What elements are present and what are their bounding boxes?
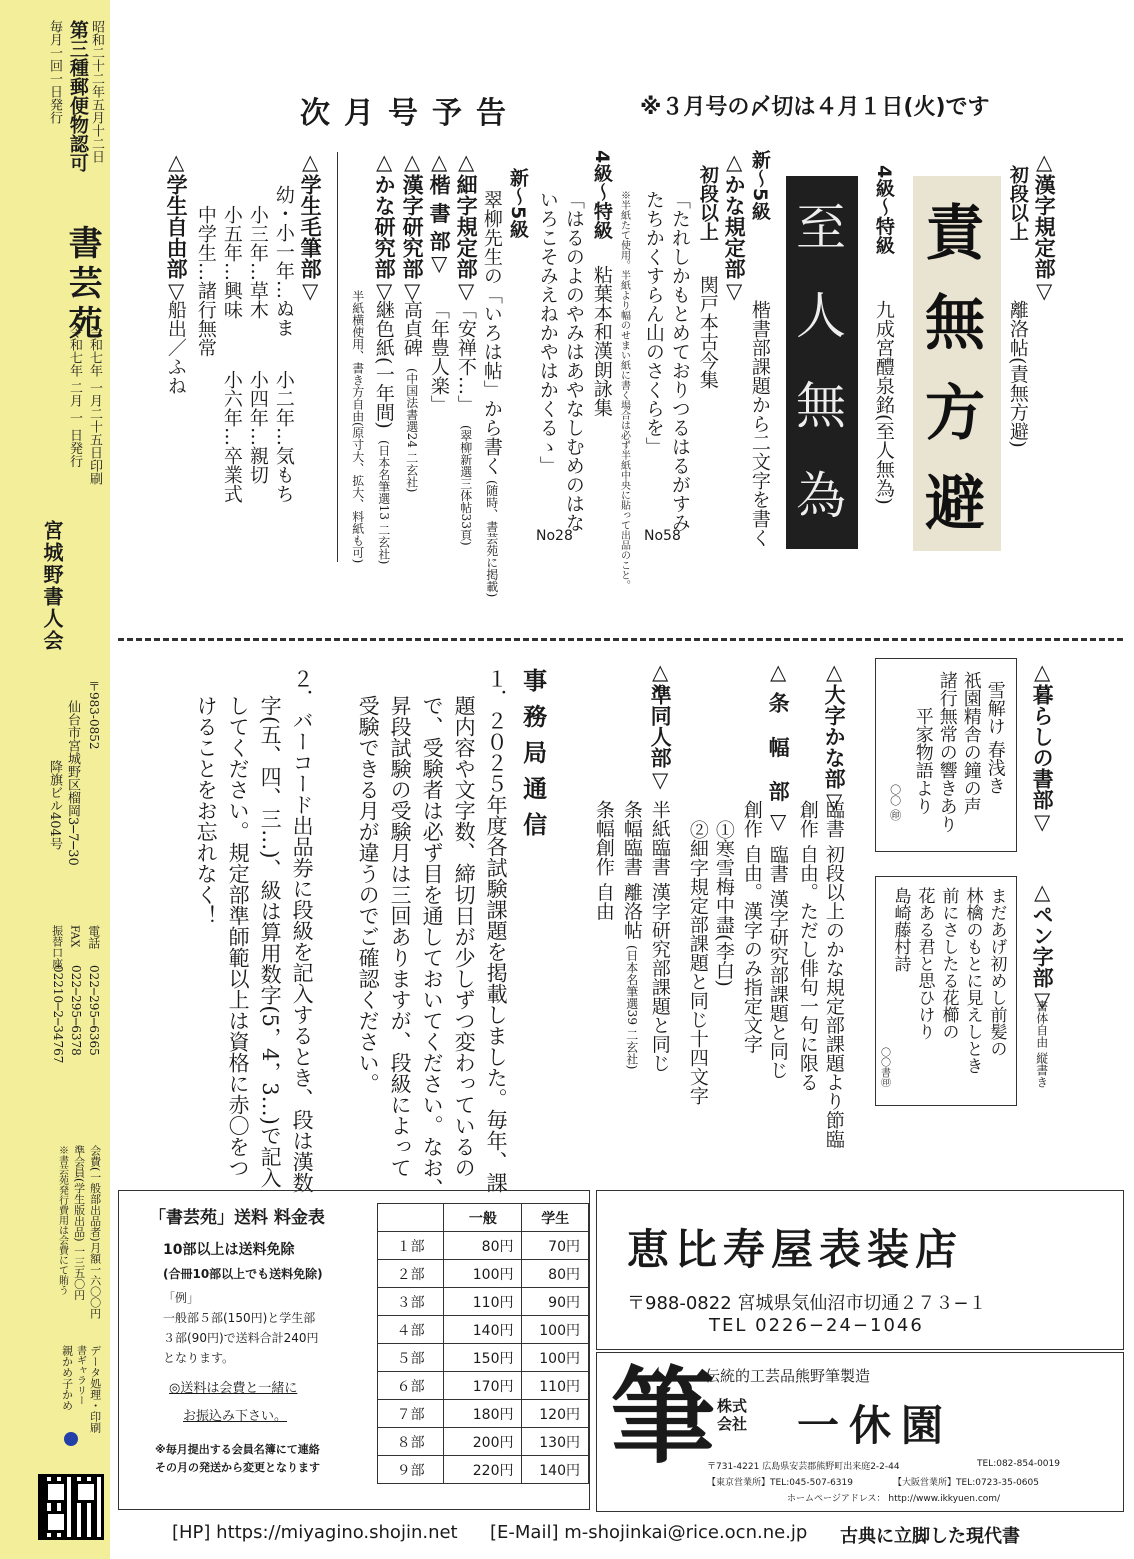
fee-free2: (合冊10部以上でも送料免除) <box>163 1267 323 1281</box>
rubbing-char: 無 <box>796 377 846 435</box>
fee-line2: 準会員(学生版出品) 一三五〇円 <box>72 1145 86 1301</box>
student-free-heading: △学生自由部▽ <box>164 150 189 303</box>
jun-line2-note: (日本名筆選39 二玄社) <box>624 945 639 1070</box>
pen-line1: まだあげ初めし前髪の <box>986 887 1007 1057</box>
kanji-rule-level: 初段以上 <box>1006 165 1029 241</box>
footer-mail[interactable]: [E-Mail] m-shojinkai@rice.ocn.ne.jp <box>490 1522 808 1543</box>
student-row1b: 小二年…気もち <box>272 370 295 503</box>
pen-line3: 前にさしたる花櫛の <box>938 887 959 1040</box>
kanji-rule-text: 離洛帖(責無方避) <box>1006 300 1029 448</box>
fee-row-general: 80円 <box>444 1232 522 1260</box>
kanji-ken-note: (中国法書選24 二玄社) <box>404 368 419 493</box>
fee-row <box>378 1456 589 1484</box>
jofuku-line4: ②細字規定部課題と同じ十四文字 <box>686 820 709 1105</box>
fee-table <box>377 1203 589 1484</box>
jofuku-line1: 臨書 漢字研究部課題と同じ <box>766 845 789 1080</box>
ikkyuen-tagline: 伝統的工芸品熊野筆製造 <box>705 1367 871 1385</box>
fee-title: 「書芸苑」送料 料金表 <box>149 1208 325 1228</box>
section-divider <box>118 638 1123 641</box>
fee-pay2: お振込み下さい。 <box>183 1409 288 1424</box>
kana-rule2-level: 初段以上 <box>696 165 719 241</box>
kana-no28: No28 <box>536 528 573 544</box>
kurashi-line2: 祇園精舎の鐘の声 <box>960 671 982 815</box>
pen-box <box>875 876 1017 1106</box>
kana-poem-2a: 「はるのよのやみはあやなしむめのはな <box>562 190 585 532</box>
pen-line4: 花ある君と思ひけり <box>914 887 935 1040</box>
kana-rule4-note: (随時、書芸苑に掲載) <box>484 480 499 598</box>
student-row3a: 小五年…興味 <box>220 205 243 319</box>
kana-rule2-text: 関戸本古今集 <box>696 275 719 389</box>
fee-row-count: ２部 <box>378 1260 444 1288</box>
fee-row-student: 100円 <box>522 1316 589 1344</box>
kurashi-heading: △暮らしの書部▽ <box>1030 660 1055 834</box>
pen-heading: △ペン字部▽ <box>1030 880 1055 1012</box>
side-strip <box>0 0 110 1559</box>
kana-rule3-level: 4級〜特級 <box>590 150 613 240</box>
fax: 022─295─6378 <box>68 965 83 1056</box>
office-p1: １．２０２５年度各試験課題を掲載しました。毎年、課 <box>484 668 509 1193</box>
data-line1: データ処理・印刷 <box>88 1345 102 1433</box>
fee-row-count: ８部 <box>378 1428 444 1456</box>
pen-sub: 書体自由 縦書き <box>1034 1000 1049 1088</box>
fee-row <box>378 1316 589 1344</box>
ebisuya-tel: TEL 0226−24−1046 <box>709 1315 924 1336</box>
address1: 仙台市宮城野区榴岡3─7─30 <box>64 700 80 866</box>
fee-row-count: ５部 <box>378 1344 444 1372</box>
kana-poem-2b: いろこそみえねかやはかくるゝ」 <box>536 190 559 475</box>
student-free-text: 船出／ふね <box>164 300 187 395</box>
ikkyuen-tokyo: 【東京営業所】TEL:045-507-6319 <box>707 1478 853 1488</box>
kanji-ken-heading: △漢字研究部▽ <box>400 150 425 303</box>
ebisuya-address: 〒988-0822 宮城県気仙沼市切通２７３−１ <box>627 1293 987 1314</box>
fee-note1: ※毎月提出する会員名簿にて連絡 <box>155 1443 320 1456</box>
jofuku-line3: ①寒雪梅中盡(李白) <box>712 820 735 987</box>
calligraphy-char: 無 <box>925 289 985 359</box>
fee-row <box>378 1372 589 1400</box>
side-pub2: 令和七年 二月 一 日発行 <box>66 325 82 468</box>
tel: 022─295─6365 <box>86 965 101 1056</box>
fee-example3: となります。 <box>163 1351 235 1365</box>
fee-row <box>378 1344 589 1372</box>
side-line3: 毎月一回一日発行 <box>46 20 62 124</box>
fee-row-general: 110円 <box>444 1288 522 1316</box>
brush-logo: 筆 <box>611 1355 716 1478</box>
jun-line2: 条幅臨書 離洛帖 <box>620 800 643 940</box>
kurashi-line4: 平家物語より <box>912 707 934 815</box>
fee-row-count: ３部 <box>378 1288 444 1316</box>
kana-ken-note: (日本名筆選13 二玄社) <box>376 440 391 565</box>
student-row3b: 小六年…卒業式 <box>220 370 243 503</box>
fee-row-student: 80円 <box>522 1260 589 1288</box>
student-row2b: 小四年…親切 <box>246 370 269 484</box>
calligraphy-char: 方 <box>925 379 985 449</box>
fee-row-count: １部 <box>378 1232 444 1260</box>
fax-label: FAX <box>68 925 82 948</box>
jun-line3: 条幅創作 自由 <box>592 800 615 921</box>
student-brush-heading: △学生毛筆部▽ <box>298 150 323 303</box>
fee-row-count: ４部 <box>378 1316 444 1344</box>
address2: 降旗ビル404号 <box>46 760 62 850</box>
kurashi-line1: 雪解け 春浅き <box>984 681 1006 795</box>
office-p2b: 字(五、四、三…)、級は算用数字(5，4，3…)で記入 <box>258 695 283 1188</box>
saiji-text: 「安禅不…」 <box>454 300 477 414</box>
pen-line2: 林檎のもとに見えしとき <box>962 887 983 1074</box>
saiji-heading: △細字規定部▽ <box>454 150 479 303</box>
fee-row-general: 100円 <box>444 1260 522 1288</box>
rubbing-char: 至 <box>796 199 846 257</box>
fee-row <box>378 1400 589 1428</box>
qr-code-icon[interactable] <box>38 1474 104 1540</box>
jofuku-line2: 創作 自由。漢字のみ指定文字 <box>740 800 763 1054</box>
kaisho-heading: △楷 書 部▽ <box>427 150 452 276</box>
fee-row-student: 90円 <box>522 1288 589 1316</box>
side-line1: 昭和二十二年五月十二日 <box>88 20 104 163</box>
daiji-line2: 創作 自由。ただし俳句一句に限る <box>796 800 819 1092</box>
kana-poem-1a: 「たれしかもとめておりつるはるがすみ <box>668 190 691 532</box>
fee-row-general: 180円 <box>444 1400 522 1428</box>
office-p1b: 題内容や文字数、締切日が少しずつ変わっているの <box>452 695 477 1178</box>
kana-no58: No58 <box>644 528 681 544</box>
footer-motto: 古典に立脚した現代書 <box>840 1526 1020 1547</box>
fee-free: 10部以上は送料免除 <box>163 1242 295 1258</box>
fee-line3: ※書芸苑発行費用は会費にて賄う <box>56 1145 68 1295</box>
kurashi-sign: 〇〇 ㊞ <box>888 784 902 821</box>
saiji-note: (翠柳新選三体帖33頁) <box>458 425 473 546</box>
kana-rule-heading: △かな規定部▽ <box>722 150 747 303</box>
fee-row-student: 110円 <box>522 1372 589 1400</box>
magazine-title: 書芸苑 <box>62 225 103 345</box>
fee-row-count: ６部 <box>378 1372 444 1400</box>
tel-label: 電話 <box>86 925 101 949</box>
fee-pay1: ◎送料は会費と一緒に <box>169 1381 298 1396</box>
ikkyuen-osaka: 【大阪営業所】TEL:0723-35-0605 <box>893 1478 1039 1488</box>
kanji-ken-text: 高貞碑 <box>400 300 423 357</box>
fee-row-student: 130円 <box>522 1428 589 1456</box>
ikkyuen-hp[interactable]: ホームページアドレス： http://www.ikkyuen.com/ <box>787 1494 1001 1504</box>
fee-line1: 会費(一般部出品者)月額一六〇〇円 <box>88 1145 102 1319</box>
logo-dot-icon <box>64 1432 78 1446</box>
kana-note: ※半紙たて使用。半紙より幅のせまい紙に書く場合は必ず半紙中央に貼って出品のこと。 <box>618 190 630 590</box>
office-p2d: けることをお忘れなく！ <box>194 695 219 926</box>
fee-row-student: 120円 <box>522 1400 589 1428</box>
fee-row-general: 170円 <box>444 1372 522 1400</box>
kana-rule4-text: 翠柳先生の「いろは帖」から書く <box>480 190 503 475</box>
office-p1c: で、受験者は必ず目を通しておいてください。なお、 <box>420 695 445 1199</box>
jun-line1: 半紙臨書 漢字研究部課題と同じ <box>648 800 671 1073</box>
footer-hp[interactable]: [HP] https://miyagino.shojin.net <box>172 1522 458 1543</box>
kana-rule-level-new: 新〜5級 <box>748 150 771 221</box>
student-row1a: 幼・小一年…ぬま <box>272 185 295 337</box>
kaisho-text: 「年豊人楽」 <box>427 300 450 414</box>
office-heading: 事務局通信 <box>518 668 547 848</box>
kanji-rule2-level: 4級〜特級 <box>872 165 895 255</box>
furikae: 02210─2─34767 <box>50 965 65 1064</box>
calligraphy-char: 避 <box>925 469 985 539</box>
ad-ebisuya <box>596 1190 1124 1350</box>
ikkyuen-tel: TEL:082-854-0019 <box>977 1459 1060 1469</box>
kanji-rule-heading: △漢字規定部▽ <box>1032 150 1057 303</box>
fee-row-count: ９部 <box>378 1456 444 1484</box>
fee-corner <box>378 1204 444 1232</box>
deadline-notice: ※３月号の〆切は４月１日(火)です <box>640 95 990 120</box>
fee-row-general: 220円 <box>444 1456 522 1484</box>
rubbing-char: 為 <box>796 467 846 525</box>
zip: 〒983-0852 <box>86 680 101 750</box>
org-name: 宮城野書人会 <box>40 520 64 652</box>
rubbing-char: 人 <box>796 287 846 345</box>
fee-row <box>378 1260 589 1288</box>
ikkyuen-kabu: 株式会社 <box>717 1397 748 1433</box>
kurashi-line3: 諸行無常の響きあり <box>936 671 958 833</box>
kana-poem-1b: たちかくすらん山のさくらを」 <box>642 190 665 456</box>
side-pub1: 令和七年 一月二十五日印刷 <box>86 325 102 486</box>
kana-ken-note2: 半紙横使用、書き方自由(原寸大、拡大、料紙も可) <box>350 290 365 564</box>
kana-rule3-text: 粘葉本和漢朗詠集 <box>590 265 613 417</box>
col-general: 一般 <box>444 1204 522 1232</box>
furikae-label: 振替口座 <box>50 925 64 969</box>
side-line2: 第三種郵便物認可 <box>66 20 89 172</box>
daiji-line1: 臨書 初段以上のかな規定部課題より節臨 <box>822 800 845 1149</box>
fee-row <box>378 1288 589 1316</box>
col-student: 学生 <box>522 1204 589 1232</box>
office-p1d: 昇段試験の受験月は三回ありますが、段級によって <box>388 695 413 1178</box>
ikkyuen-name: 一休園 <box>797 1401 954 1450</box>
calligraphy-char: 責 <box>925 199 985 269</box>
office-p2c: してください。規定部準師範以上は資格に赤〇をつ <box>226 695 251 1178</box>
ebisuya-name: 恵比寿屋表装店 <box>627 1225 964 1274</box>
kanji-rule2-text: 九成宮醴泉銘(至人無為) <box>872 300 895 505</box>
kana-ken-text: 継色紙(一年間) <box>372 300 395 429</box>
jofuku-heading: △条 幅 部▽ <box>766 660 791 842</box>
student-row4a: 中学生…諸行無常 <box>194 205 217 357</box>
kana-rule-text: 楷書部課題から二文字を書く <box>748 300 771 547</box>
fee-row-student: 70円 <box>522 1232 589 1260</box>
fee-row-student: 140円 <box>522 1456 589 1484</box>
fee-example2: ３部(90円)で送料合計240円 <box>163 1331 319 1345</box>
calligraphy-sample-1 <box>913 176 1001 551</box>
pen-sign: 〇〇書㊞ <box>878 1047 890 1087</box>
fee-row-count: ７部 <box>378 1400 444 1428</box>
fee-example1: 一般部５部(150円)と学生部 <box>163 1311 316 1325</box>
fee-row-general: 140円 <box>444 1316 522 1344</box>
page-title: 次月号予告 <box>300 96 520 131</box>
data-line3: 親かめ子かめ <box>60 1345 74 1411</box>
student-row2a: 小三年…草木 <box>246 205 269 319</box>
kana-rule4-level: 新〜5級 <box>506 168 529 239</box>
column-divider <box>337 152 338 562</box>
ad-ikkyuen <box>596 1352 1124 1512</box>
kurashi-box <box>875 658 1017 852</box>
fee-row <box>378 1428 589 1456</box>
fee-row <box>378 1232 589 1260</box>
kana-ken-heading: △かな研究部▽ <box>372 150 397 303</box>
ikkyuen-address: 〒731-4221 広島県安芸郡熊野町出来庭2-2-44 <box>707 1462 900 1472</box>
fee-row-general: 150円 <box>444 1344 522 1372</box>
pen-line5: 島崎藤村詩 <box>890 887 911 972</box>
calligraphy-sample-2 <box>786 176 858 549</box>
jun-heading: △準同人部▽ <box>648 660 673 792</box>
office-p2: ２．バーコード出品券に段級を記入するとき、段は漢数 <box>290 668 315 1193</box>
fee-row-general: 200円 <box>444 1428 522 1456</box>
daiji-heading: △大字かな部▽ <box>822 660 847 813</box>
fee-note2: その月の発送から変更となります <box>155 1461 320 1474</box>
data-line2: 書ギャラリー <box>74 1345 86 1405</box>
fee-example-label: 「例」 <box>163 1291 200 1305</box>
fee-table-box <box>118 1190 590 1510</box>
office-p1e: 受験できる月が違うのでご確認ください。 <box>356 695 381 1094</box>
fee-row-student: 100円 <box>522 1344 589 1372</box>
